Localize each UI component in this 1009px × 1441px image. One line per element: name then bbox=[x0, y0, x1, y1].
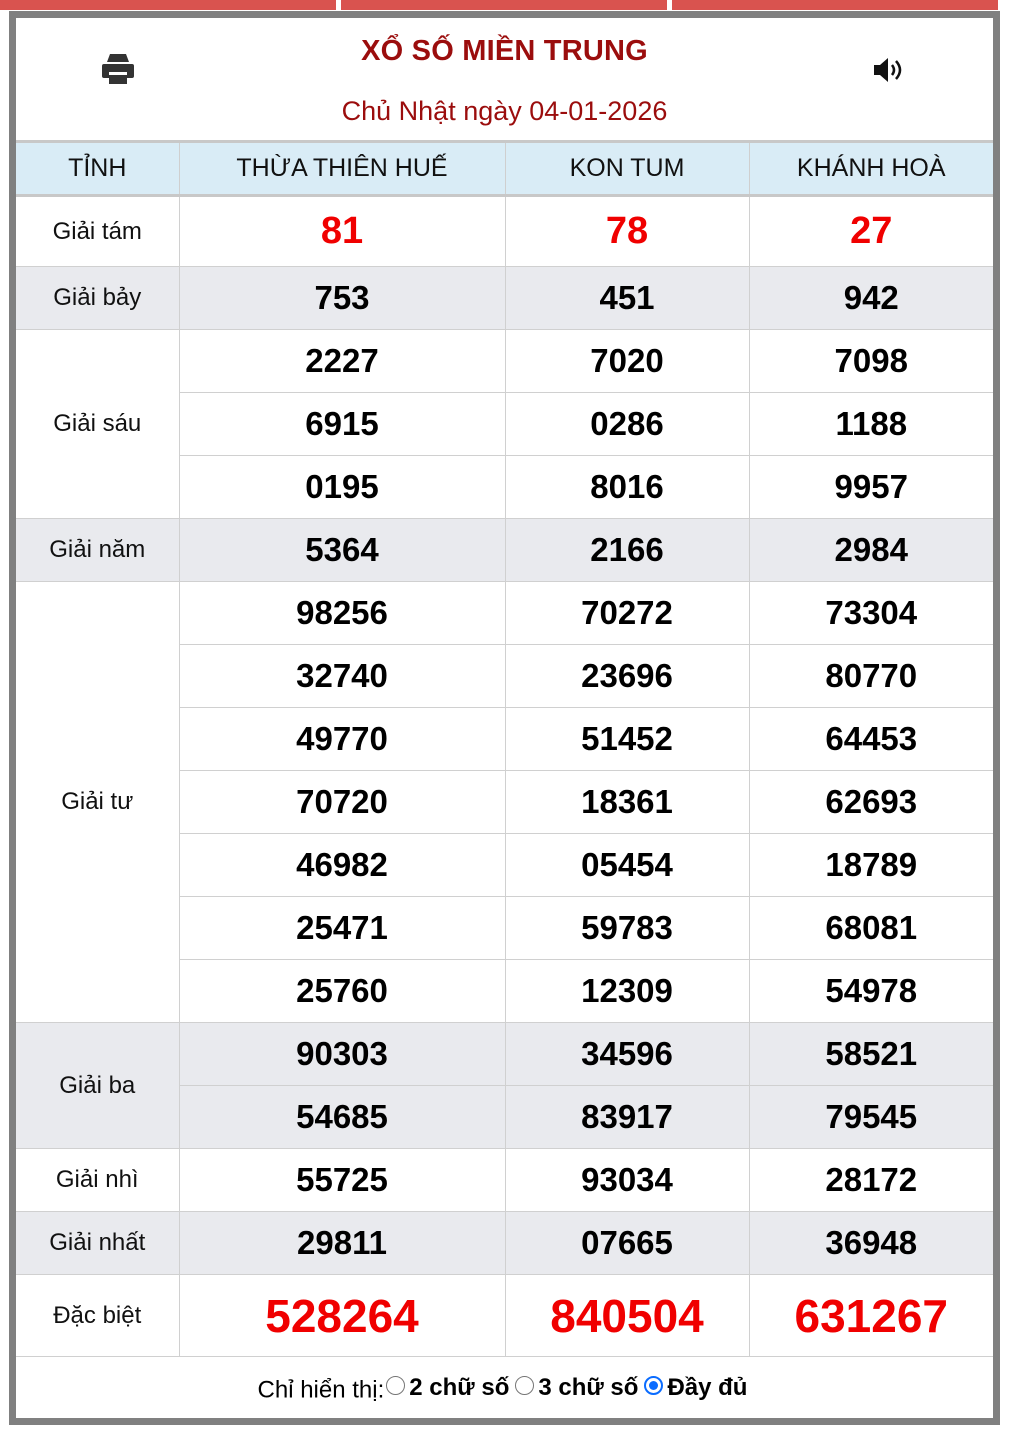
column-header-khanh-hoa: KHÁNH HOÀ bbox=[749, 142, 993, 196]
prize-number: 51452 bbox=[505, 708, 749, 771]
prize-number: 18361 bbox=[505, 771, 749, 834]
prize-number: 58521 bbox=[749, 1023, 993, 1086]
prize-number: 8016 bbox=[505, 456, 749, 519]
prize-number: 451 bbox=[505, 267, 749, 330]
prize-label: Giải sáu bbox=[16, 330, 179, 519]
prize-row-g4 bbox=[16, 582, 993, 645]
prize-number: 5364 bbox=[179, 519, 505, 582]
results-header bbox=[16, 18, 993, 140]
prize-number: 49770 bbox=[179, 708, 505, 771]
radio-full[interactable] bbox=[644, 1376, 663, 1395]
prize-label: Giải nhì bbox=[16, 1149, 179, 1212]
option-label[interactable]: Đầy đủ bbox=[667, 1374, 748, 1401]
prize-number: 753 bbox=[179, 267, 505, 330]
prize-label: Giải năm bbox=[16, 519, 179, 582]
prize-label: Giải nhất bbox=[16, 1212, 179, 1275]
option-label[interactable]: 3 chữ số bbox=[538, 1374, 639, 1401]
special-prize-number: 631267 bbox=[749, 1275, 993, 1357]
prize-number: 7020 bbox=[505, 330, 749, 393]
results-table bbox=[16, 140, 993, 1357]
prize-number: 98256 bbox=[179, 582, 505, 645]
prize-number: 0286 bbox=[505, 393, 749, 456]
prize-number: 25760 bbox=[179, 960, 505, 1023]
prize-number: 23696 bbox=[505, 645, 749, 708]
prize-number: 07665 bbox=[505, 1212, 749, 1275]
special-prize-number: 840504 bbox=[505, 1275, 749, 1357]
prize-row-special bbox=[16, 1275, 993, 1357]
prize-number: 1188 bbox=[749, 393, 993, 456]
prize-number: 05454 bbox=[505, 834, 749, 897]
draw-date: Chủ Nhật ngày 04-01-2026 bbox=[341, 96, 668, 126]
special-prize-number: 528264 bbox=[179, 1275, 505, 1357]
prize-number: 7098 bbox=[749, 330, 993, 393]
prize-number: 68081 bbox=[749, 897, 993, 960]
prize-number: 64453 bbox=[749, 708, 993, 771]
prize-number: 0195 bbox=[179, 456, 505, 519]
prize-row-g7 bbox=[16, 267, 993, 330]
radio-3-digits[interactable] bbox=[515, 1376, 534, 1395]
prize-label: Giải ba bbox=[16, 1023, 179, 1149]
column-header-thua-thien-hue: THỪA THIÊN HUẾ bbox=[179, 142, 505, 196]
prize-number: 80770 bbox=[749, 645, 993, 708]
top-tab-2[interactable] bbox=[341, 0, 667, 10]
prize-row-g3 bbox=[16, 1023, 993, 1086]
prize-number: 81 bbox=[179, 196, 505, 267]
prize-number: 2227 bbox=[179, 330, 505, 393]
option-label[interactable]: 2 chữ số bbox=[409, 1374, 510, 1401]
prize-number: 83917 bbox=[505, 1086, 749, 1149]
prize-row-g2 bbox=[16, 1149, 993, 1212]
top-tab-bar bbox=[0, 0, 998, 10]
option-3-digits[interactable] bbox=[513, 1374, 642, 1402]
prize-label: Giải tư bbox=[16, 582, 179, 1023]
prize-number: 28172 bbox=[749, 1149, 993, 1212]
prize-number: 2166 bbox=[505, 519, 749, 582]
prize-number: 36948 bbox=[749, 1212, 993, 1275]
prize-row-g8 bbox=[16, 196, 993, 267]
prize-number: 73304 bbox=[749, 582, 993, 645]
sound-button[interactable] bbox=[872, 56, 906, 84]
prize-row-g6 bbox=[16, 330, 993, 393]
prize-number: 62693 bbox=[749, 771, 993, 834]
display-mode-label: Chỉ hiển thị: bbox=[257, 1376, 385, 1404]
top-tab-3[interactable] bbox=[672, 0, 998, 10]
prize-row-g5 bbox=[16, 519, 993, 582]
prize-number: 55725 bbox=[179, 1149, 505, 1212]
prize-number: 78 bbox=[505, 196, 749, 267]
top-tab-1[interactable] bbox=[0, 0, 336, 10]
volume-icon bbox=[872, 56, 906, 84]
display-mode-selector bbox=[16, 1365, 993, 1425]
prize-number: 70720 bbox=[179, 771, 505, 834]
prize-number: 34596 bbox=[505, 1023, 749, 1086]
prize-number: 27 bbox=[749, 196, 993, 267]
prize-number: 70272 bbox=[505, 582, 749, 645]
prize-number: 59783 bbox=[505, 897, 749, 960]
option-full[interactable] bbox=[642, 1374, 751, 1402]
prize-number: 12309 bbox=[505, 960, 749, 1023]
results-panel bbox=[9, 11, 1000, 1425]
prize-number: 90303 bbox=[179, 1023, 505, 1086]
prize-number: 9957 bbox=[749, 456, 993, 519]
prize-label: Giải tám bbox=[16, 196, 179, 267]
prize-number: 54685 bbox=[179, 1086, 505, 1149]
prize-number: 79545 bbox=[749, 1086, 993, 1149]
column-header-province: TỈNH bbox=[16, 142, 179, 196]
prize-row-g1 bbox=[16, 1212, 993, 1275]
prize-number: 93034 bbox=[505, 1149, 749, 1212]
prize-number: 46982 bbox=[179, 834, 505, 897]
prize-number: 25471 bbox=[179, 897, 505, 960]
prize-label: Đặc biệt bbox=[16, 1275, 179, 1357]
table-header-row bbox=[16, 142, 993, 196]
prize-number: 2984 bbox=[749, 519, 993, 582]
prize-number: 942 bbox=[749, 267, 993, 330]
radio-2-digits[interactable] bbox=[386, 1376, 405, 1395]
prize-number: 18789 bbox=[749, 834, 993, 897]
option-2-digits[interactable] bbox=[384, 1374, 513, 1402]
prize-label: Giải bảy bbox=[16, 267, 179, 330]
prize-number: 29811 bbox=[179, 1212, 505, 1275]
page-title: XỔ SỐ MIỀN TRUNG bbox=[361, 35, 648, 67]
prize-number: 54978 bbox=[749, 960, 993, 1023]
prize-number: 6915 bbox=[179, 393, 505, 456]
prize-number: 32740 bbox=[179, 645, 505, 708]
column-header-kon-tum: KON TUM bbox=[505, 142, 749, 196]
